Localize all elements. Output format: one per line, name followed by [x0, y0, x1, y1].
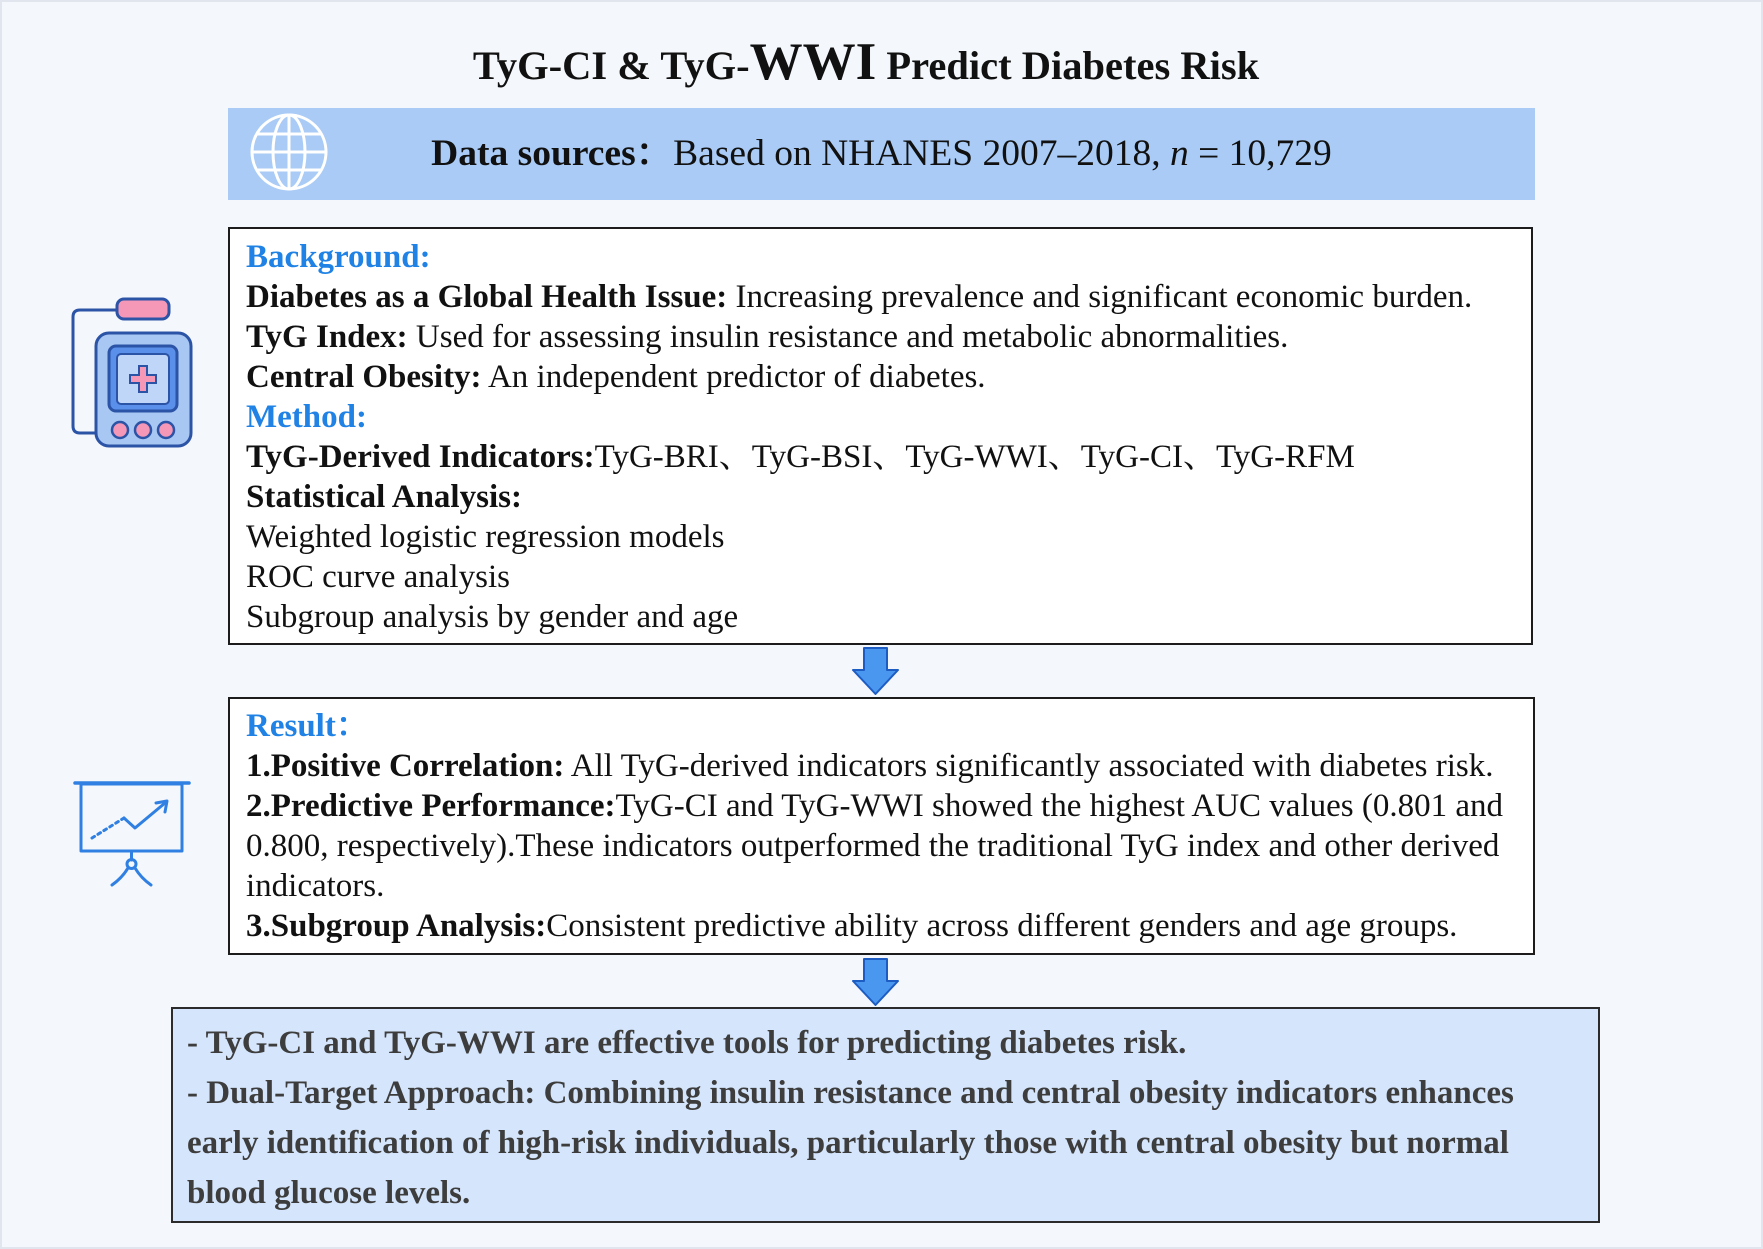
analysis-item: Subgroup analysis by gender and age	[246, 599, 739, 635]
sample-size-value: = 10,729	[1188, 133, 1332, 174]
medical-device-icon	[68, 296, 196, 450]
background-item	[246, 277, 1531, 317]
conclusion-line: - TyG-CI and TyG-WWI are effective tools for predicting diabetes risk.	[187, 1025, 1187, 1061]
background-item-text: Used for assessing insulin resistance and metabolic abnormalities.	[407, 319, 1289, 355]
analysis-item: Weighted logistic regression models	[246, 519, 725, 555]
background-heading: Background:	[246, 239, 431, 275]
title-text-start: TyG-CI & TyG-	[472, 43, 750, 88]
method-indicators-label: TyG-Derived Indicators:	[246, 439, 595, 475]
data-sources-text	[228, 108, 1535, 200]
result-heading: Result：	[246, 708, 369, 744]
conclusion-line: blood glucose levels.	[187, 1175, 471, 1211]
method-indicators	[246, 437, 1531, 477]
background-item-text: Increasing prevalence and significant economic burden.	[727, 279, 1473, 315]
data-sources-banner	[228, 108, 1535, 200]
title-text-emphasis: WWI	[749, 33, 877, 91]
result-item-text: All TyG-derived indicators significantly associated with diabetes risk.	[564, 748, 1494, 784]
title-text-end: Predict Diabetes Risk	[876, 43, 1260, 88]
statistical-analysis-label: Statistical Analysis:	[246, 479, 522, 515]
result-item-text: Consistent predictive ability across different genders and age groups.	[546, 908, 1458, 944]
result-item	[246, 906, 1533, 946]
result-item-label: 3.Subgroup Analysis:	[246, 908, 547, 944]
background-item-label: TyG Index:	[246, 319, 408, 355]
analysis-item: ROC curve analysis	[246, 559, 510, 595]
result-item-label: 1.Positive Correlation:	[246, 748, 565, 784]
background-item	[246, 357, 1531, 397]
result-item-label: 2.Predictive Performance:	[246, 788, 616, 824]
sample-size-symbol: n	[1170, 133, 1189, 174]
result-box	[228, 697, 1535, 955]
background-method-box	[228, 227, 1533, 645]
result-item	[246, 786, 1533, 826]
background-item	[246, 317, 1531, 357]
result-item-continuation: 0.800, respectively).These indicators outperformed the traditional TyG index and other derived	[246, 828, 1500, 864]
conclusion-line: - Dual-Target Approach: Combining insulin resistance and central obesity indicators enhances	[187, 1075, 1514, 1111]
result-item	[246, 746, 1533, 786]
down-arrow-icon	[851, 646, 901, 696]
background-item-label: Central Obesity:	[246, 359, 482, 395]
conclusion-line: early identification of high-risk individuals, particularly those with central obesity but normal	[187, 1125, 1509, 1161]
conclusion-box	[171, 1007, 1600, 1223]
method-heading: Method:	[246, 399, 367, 435]
background-item-label: Diabetes as a Global Health Issue:	[246, 279, 728, 315]
result-item-text: TyG-CI and TyG-WWI showed the highest AUC values (0.801 and	[615, 788, 1503, 824]
data-sources-label: Data sources：	[431, 133, 674, 174]
down-arrow-icon	[851, 957, 901, 1007]
presentation-chart-icon	[72, 778, 192, 888]
result-item-continuation: indicators.	[246, 868, 385, 904]
page-title	[0, 28, 1732, 96]
data-sources-description: Based on NHANES 2007–2018,	[673, 133, 1171, 174]
background-item-text: An independent predictor of diabetes.	[481, 359, 986, 395]
method-indicators-list: TyG-BRI、TyG-BSI、TyG-WWI、TyG-CI、TyG-RFM	[594, 439, 1355, 475]
